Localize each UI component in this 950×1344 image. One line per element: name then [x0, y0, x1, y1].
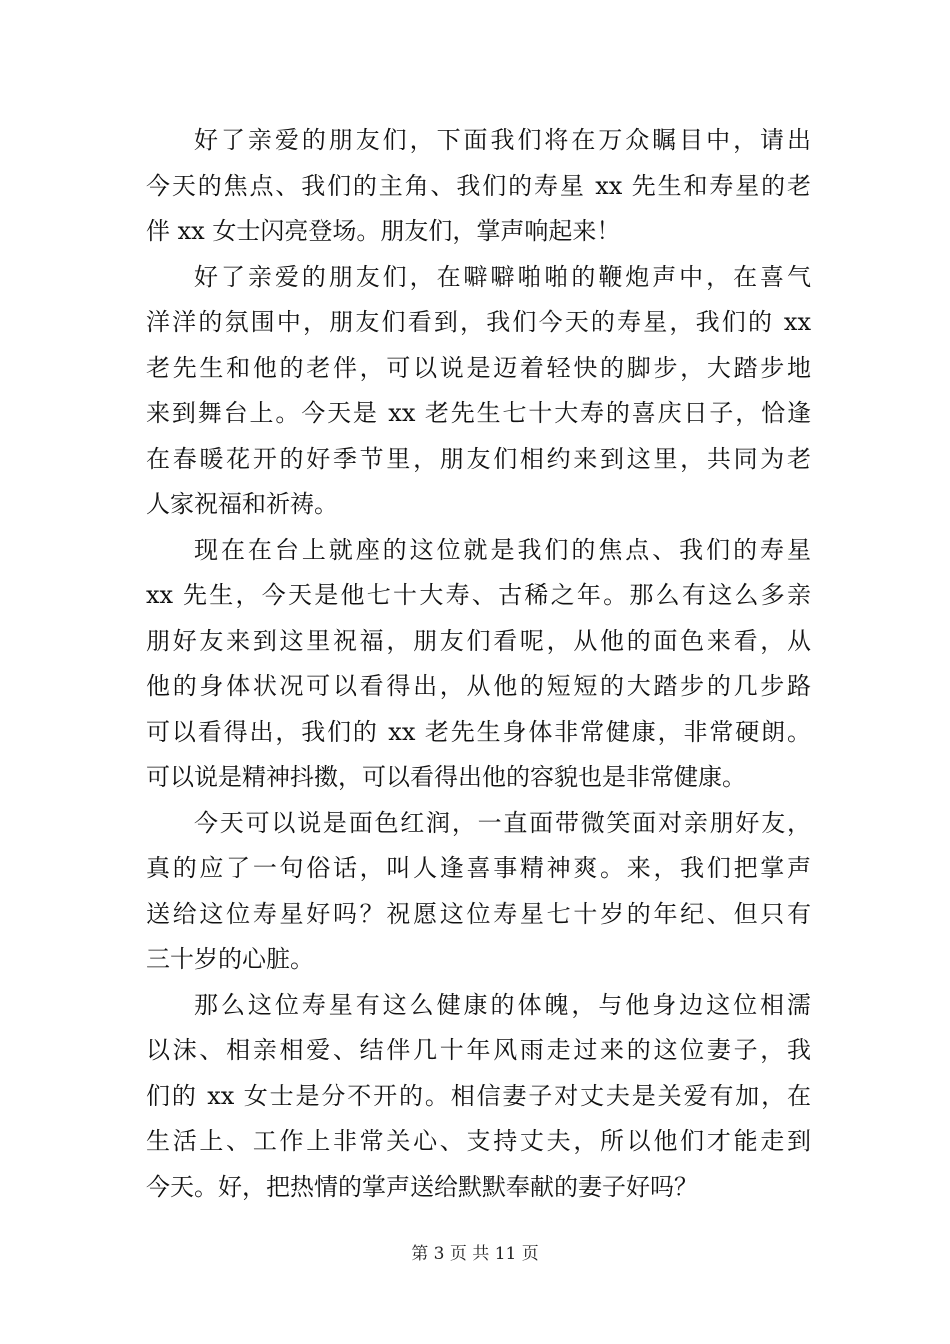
text-line: 今天的焦点、我们的主角、我们的寿星 xx 先生和寿星的老: [146, 171, 811, 200]
document-body: [146, 118, 811, 1210]
text-line: 今天。好，把热情的掌声送给默默奉献的妻子好吗？: [146, 1172, 698, 1201]
text-line: 老先生和他的老伴，可以说是迈着轻快的脚步，大踏步地: [146, 353, 811, 382]
text-line: 生活上、工作上非常关心、支持丈夫，所以他们才能走到: [146, 1127, 811, 1155]
text-line: 人家祝福和祈祷。: [146, 490, 338, 518]
text-line: xx 先生，今天是他七十大寿、古稀之年。那么有这么多亲: [146, 581, 811, 609]
text-line: 洋洋的氛围中，朋友们看到，我们今天的寿星，我们的 xx: [146, 308, 811, 336]
paragraph: [146, 801, 811, 983]
text-line: 三十岁的心脏。: [146, 945, 314, 973]
text-line: 今天可以说是面色红润，一直面带微笑面对亲朋好友，: [194, 808, 811, 837]
text-line: 以沫、相亲相爱、结伴几十年风雨走过来的这位妻子，我: [146, 1036, 811, 1064]
text-line: 伴 xx 女士闪亮登场。朋友们，掌声响起来！: [146, 217, 621, 245]
paragraph: [146, 983, 811, 1211]
text-line: 真的应了一句俗话，叫人逢喜事精神爽。来，我们把掌声: [146, 854, 811, 882]
text-line: 那么这位寿星有这么健康的体魄，与他身边这位相濡: [194, 990, 811, 1019]
text-line: 可以看得出，我们的 xx 老先生身体非常健康，非常硬朗。: [146, 717, 811, 746]
text-line: 朋好友来到这里祝福，朋友们看呢，从他的面色来看，从: [146, 626, 811, 655]
text-line: 送给这位寿星好吗？祝愿这位寿星七十岁的年纪、但只有: [146, 899, 811, 928]
text-line: 好了亲爱的朋友们，下面我们将在万众瞩目中，请出: [194, 126, 811, 154]
text-line: 在春暖花开的好季节里，朋友们相约来到这里，共同为老: [146, 444, 811, 473]
paragraph: [146, 255, 811, 528]
text-line: 来到舞台上。今天是 xx 老先生七十大寿的喜庆日子，恰逢: [146, 399, 811, 427]
text-line: 们的 xx 女士是分不开的。相信妻子对丈夫是关爱有加，在: [146, 1081, 811, 1110]
text-line: 可以说是精神抖擞，可以看得出他的容貌也是非常健康。: [146, 763, 746, 791]
paragraph: [146, 528, 811, 801]
text-line: 好了亲爱的朋友们，在噼噼啪啪的鞭炮声中，在喜气: [194, 262, 811, 291]
paragraph: [146, 118, 811, 255]
text-line: 他的身体状况可以看得出，从他的短短的大踏步的几步路: [146, 672, 811, 700]
text-line: 现在在台上就座的这位就是我们的焦点、我们的寿星: [194, 535, 811, 564]
page-footer: 第 3 页 共 11 页: [411, 1244, 539, 1264]
